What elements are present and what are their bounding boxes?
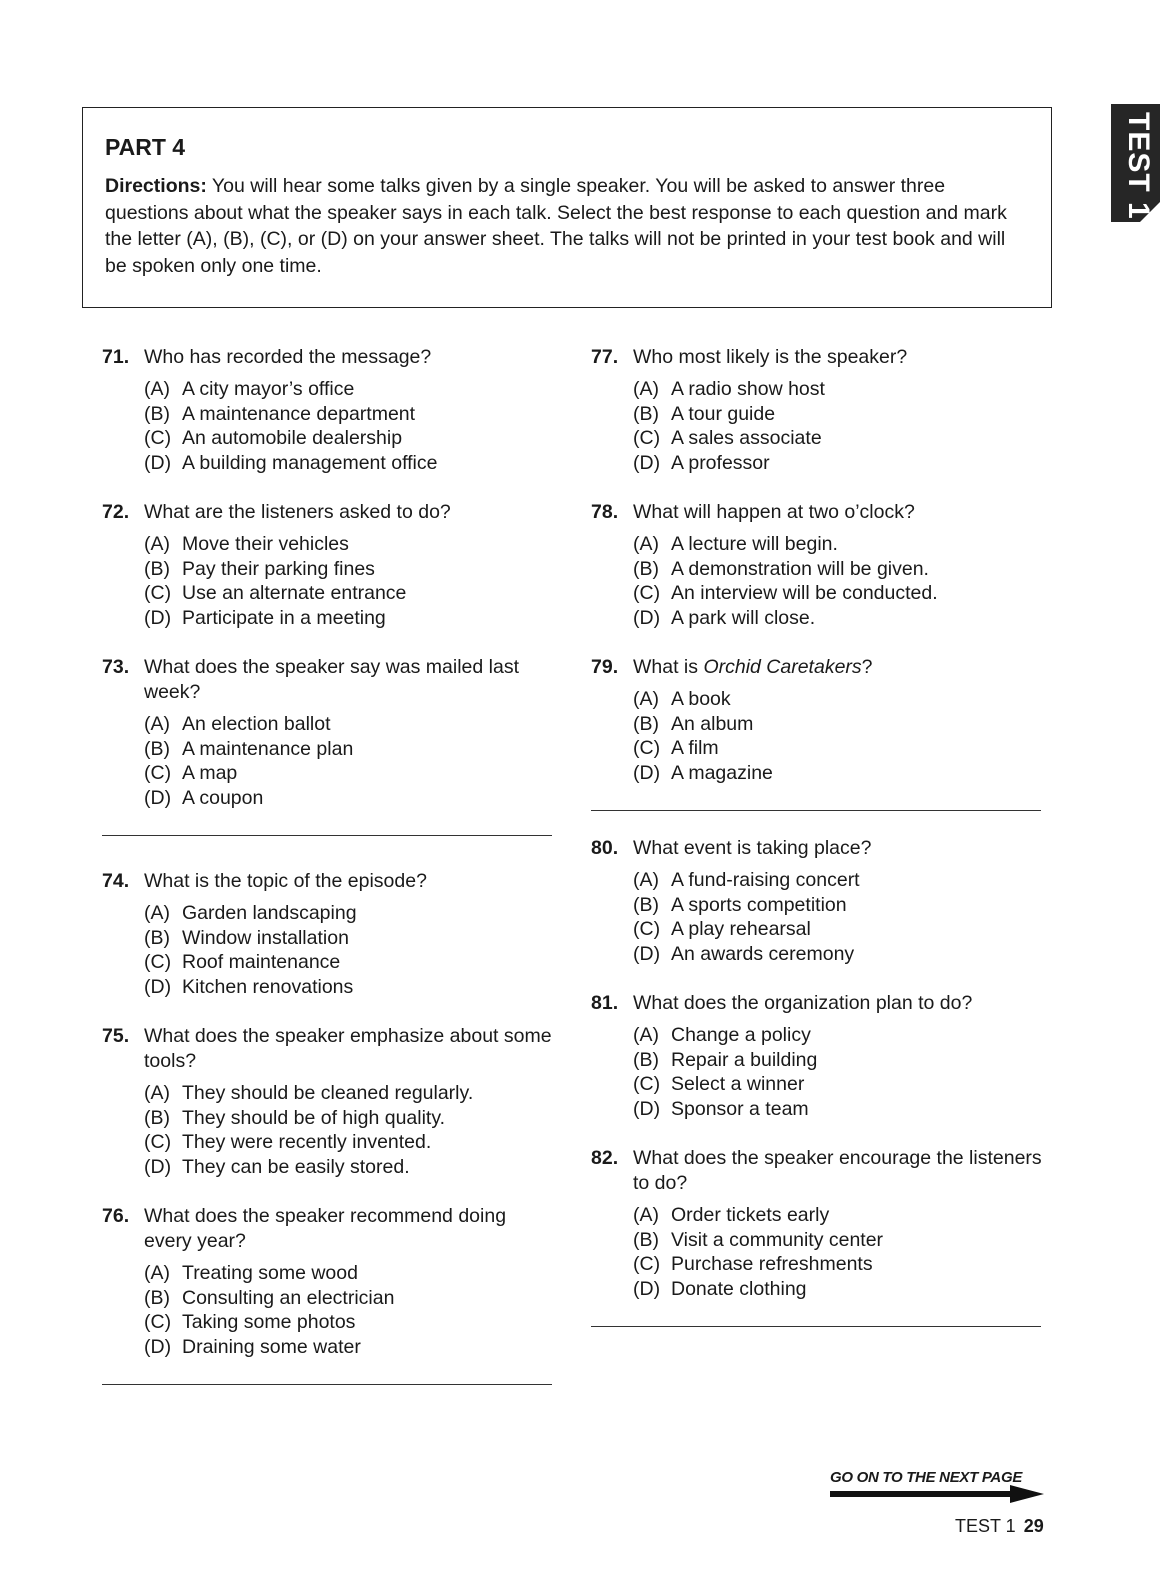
option-text: Pay their parking fines bbox=[182, 557, 375, 580]
part-title: PART 4 bbox=[105, 134, 186, 160]
option-list bbox=[633, 532, 1046, 630]
question-79 bbox=[591, 655, 1046, 785]
directions-label: Directions: bbox=[105, 175, 207, 197]
option-letter: (D) bbox=[144, 606, 172, 629]
option-letter: (D) bbox=[633, 1097, 661, 1120]
page-footer bbox=[955, 1516, 1044, 1537]
option-letter: (C) bbox=[144, 951, 172, 973]
option-text: They should be cleaned regularly. bbox=[182, 1082, 474, 1104]
option-c bbox=[633, 426, 1046, 451]
option-letter: (D) bbox=[144, 1155, 172, 1178]
option-letter: (D) bbox=[633, 606, 661, 629]
option-a bbox=[144, 1261, 557, 1286]
option-b bbox=[144, 1106, 557, 1131]
question-number: 81. bbox=[591, 992, 619, 1014]
option-text: A sales associate bbox=[671, 427, 822, 449]
option-text: Donate clothing bbox=[671, 1277, 807, 1300]
option-text: Draining some water bbox=[182, 1335, 361, 1358]
option-text: Participate in a meeting bbox=[182, 606, 386, 629]
question-text-suffix: ? bbox=[861, 656, 873, 678]
option-letter: (B) bbox=[633, 1228, 659, 1251]
option-c bbox=[633, 581, 1046, 606]
option-text: A play rehearsal bbox=[671, 918, 811, 940]
option-d bbox=[633, 451, 1046, 476]
option-letter: (B) bbox=[633, 557, 659, 580]
option-text: They should be of high quality. bbox=[182, 1106, 446, 1129]
option-text: A radio show host bbox=[671, 378, 825, 400]
option-text: They can be easily stored. bbox=[182, 1155, 410, 1178]
page-number: 29 bbox=[1023, 1516, 1044, 1536]
option-a bbox=[144, 377, 557, 402]
question-76 bbox=[102, 1204, 557, 1359]
option-text: Garden landscaping bbox=[182, 902, 357, 924]
option-letter: (B) bbox=[144, 557, 170, 580]
option-list bbox=[633, 377, 1046, 475]
option-letter: (C) bbox=[144, 1311, 172, 1333]
option-c bbox=[633, 736, 1046, 761]
option-d bbox=[633, 1097, 1046, 1122]
question-number: 74. bbox=[102, 870, 130, 892]
option-a bbox=[144, 712, 557, 737]
option-text: Use an alternate entrance bbox=[182, 582, 407, 604]
option-d bbox=[144, 451, 557, 476]
option-b bbox=[144, 557, 557, 582]
option-text: An interview will be conducted. bbox=[671, 582, 938, 604]
option-list bbox=[144, 377, 557, 475]
option-text: A city mayor’s office bbox=[182, 378, 355, 400]
question-77 bbox=[591, 345, 1046, 475]
option-letter: (A) bbox=[633, 688, 659, 710]
option-b bbox=[633, 1228, 1046, 1253]
question-82 bbox=[591, 1146, 1046, 1301]
question-text: What event is taking place? bbox=[633, 837, 872, 859]
option-letter: (D) bbox=[633, 1277, 661, 1300]
option-c bbox=[144, 950, 557, 975]
right-question-column bbox=[591, 345, 1046, 1352]
option-letter: (A) bbox=[144, 902, 170, 924]
option-a bbox=[633, 868, 1046, 893]
option-text: Taking some photos bbox=[182, 1311, 356, 1333]
option-list bbox=[144, 901, 557, 999]
option-text: A demonstration will be given. bbox=[671, 557, 929, 580]
question-text-prefix: What is bbox=[633, 656, 704, 678]
option-text: A park will close. bbox=[671, 606, 816, 629]
question-number: 80. bbox=[591, 837, 619, 859]
question-text: What will happen at two o’clock? bbox=[633, 501, 915, 523]
question-text: Who has recorded the message? bbox=[144, 346, 432, 368]
option-a bbox=[633, 377, 1046, 402]
option-c bbox=[144, 1310, 557, 1335]
section-divider bbox=[102, 1384, 552, 1385]
option-b bbox=[633, 402, 1046, 427]
option-a bbox=[633, 1023, 1046, 1048]
option-a bbox=[144, 901, 557, 926]
question-73 bbox=[102, 655, 557, 810]
option-text: A professor bbox=[671, 451, 770, 474]
option-letter: (B) bbox=[633, 893, 659, 916]
option-list bbox=[144, 1261, 557, 1359]
option-text: Sponsor a team bbox=[671, 1097, 809, 1120]
question-75 bbox=[102, 1024, 557, 1179]
option-b bbox=[144, 926, 557, 951]
option-c bbox=[144, 426, 557, 451]
directions-text: You will hear some talks given by a single speaker. You will be asked to answer three questions about what the speaker says in each talk. Select the best response to each question and mark the letter (A), (B), (C), or (D) on your answer sheet. The talks will not be printed in your test book and will be spoken only one time. bbox=[105, 175, 1007, 277]
option-d bbox=[144, 1155, 557, 1180]
section-divider bbox=[591, 1326, 1041, 1327]
option-d bbox=[633, 761, 1046, 786]
question-text: What is the topic of the episode? bbox=[144, 870, 427, 892]
directions-box bbox=[82, 107, 1052, 308]
option-letter: (A) bbox=[633, 1204, 659, 1226]
side-tab-label: TEST 1 bbox=[1122, 112, 1155, 220]
question-text: Who most likely is the speaker? bbox=[633, 346, 908, 368]
option-c bbox=[144, 1130, 557, 1155]
option-text: Consulting an electrician bbox=[182, 1286, 395, 1309]
question-text: What are the listeners asked to do? bbox=[144, 501, 451, 523]
option-c bbox=[633, 917, 1046, 942]
test-side-tab bbox=[1111, 104, 1160, 222]
option-a bbox=[633, 532, 1046, 557]
option-letter: (D) bbox=[633, 451, 661, 474]
option-list bbox=[633, 868, 1046, 966]
option-letter: (A) bbox=[633, 533, 659, 555]
question-number: 73. bbox=[102, 656, 130, 678]
option-letter: (A) bbox=[144, 378, 170, 400]
option-b bbox=[633, 557, 1046, 582]
option-letter: (C) bbox=[633, 582, 661, 604]
option-list bbox=[144, 712, 557, 810]
option-list bbox=[633, 1203, 1046, 1301]
option-b bbox=[144, 737, 557, 762]
right-arrow-icon bbox=[830, 1491, 1013, 1497]
option-letter: (C) bbox=[633, 737, 661, 759]
option-text: Kitchen renovations bbox=[182, 975, 354, 998]
option-text: Roof maintenance bbox=[182, 951, 341, 973]
question-number: 79. bbox=[591, 656, 619, 678]
question-number: 78. bbox=[591, 501, 619, 523]
question-text bbox=[633, 655, 1046, 680]
option-d bbox=[144, 975, 557, 1000]
option-text: A book bbox=[671, 688, 731, 710]
option-a bbox=[144, 532, 557, 557]
option-text: An album bbox=[671, 712, 754, 735]
publication-title: Orchid Caretakers bbox=[703, 656, 862, 678]
option-text: Purchase refreshments bbox=[671, 1253, 873, 1275]
option-b bbox=[144, 402, 557, 427]
option-text: An awards ceremony bbox=[671, 942, 855, 965]
question-74 bbox=[102, 869, 557, 999]
option-text: A tour guide bbox=[671, 402, 776, 425]
option-text: A map bbox=[182, 762, 238, 784]
option-letter: (D) bbox=[144, 1335, 172, 1358]
option-letter: (C) bbox=[144, 582, 172, 604]
question-80 bbox=[591, 836, 1046, 966]
option-list bbox=[144, 1081, 557, 1179]
left-question-column bbox=[102, 345, 557, 1410]
option-text: Change a policy bbox=[671, 1024, 811, 1046]
option-c bbox=[633, 1072, 1046, 1097]
option-letter: (A) bbox=[633, 378, 659, 400]
option-text: Order tickets early bbox=[671, 1204, 830, 1226]
question-number: 76. bbox=[102, 1205, 130, 1227]
option-letter: (B) bbox=[144, 1286, 170, 1309]
option-a bbox=[633, 687, 1046, 712]
option-text: A building management office bbox=[182, 451, 438, 474]
option-list bbox=[144, 532, 557, 630]
option-list bbox=[633, 687, 1046, 785]
option-letter: (D) bbox=[633, 942, 661, 965]
option-letter: (C) bbox=[633, 1073, 661, 1095]
next-page-indicator bbox=[830, 1469, 1045, 1505]
option-text: An automobile dealership bbox=[182, 427, 403, 449]
option-text: Repair a building bbox=[671, 1048, 818, 1071]
option-text: A film bbox=[671, 737, 719, 759]
option-letter: (C) bbox=[633, 1253, 661, 1275]
option-c bbox=[144, 581, 557, 606]
option-letter: (A) bbox=[144, 713, 170, 735]
question-text: What does the speaker say was mailed last week? bbox=[144, 656, 520, 703]
option-letter: (B) bbox=[633, 1048, 659, 1071]
option-c bbox=[633, 1252, 1046, 1277]
next-page-label: GO ON TO THE NEXT PAGE bbox=[830, 1469, 1023, 1486]
option-letter: (C) bbox=[633, 918, 661, 940]
option-letter: (A) bbox=[633, 1024, 659, 1046]
option-letter: (D) bbox=[633, 761, 661, 784]
option-text: A coupon bbox=[182, 786, 264, 809]
option-letter: (A) bbox=[144, 533, 170, 555]
option-letter: (B) bbox=[633, 712, 659, 735]
question-number: 71. bbox=[102, 346, 130, 368]
question-78 bbox=[591, 500, 1046, 630]
option-d bbox=[633, 606, 1046, 631]
question-text: What does the speaker encourage the listeners to do? bbox=[633, 1147, 1042, 1194]
question-72 bbox=[102, 500, 557, 630]
option-letter: (C) bbox=[144, 427, 172, 449]
option-letter: (B) bbox=[144, 402, 170, 425]
option-d bbox=[144, 606, 557, 631]
option-text: A fund-raising concert bbox=[671, 869, 860, 891]
question-number: 75. bbox=[102, 1025, 130, 1047]
option-d bbox=[633, 1277, 1046, 1302]
option-text: Treating some wood bbox=[182, 1262, 358, 1284]
question-81 bbox=[591, 991, 1046, 1121]
option-d bbox=[633, 942, 1046, 967]
option-letter: (D) bbox=[144, 975, 172, 998]
arrow-head-icon bbox=[1010, 1485, 1044, 1503]
option-text: An election ballot bbox=[182, 713, 331, 735]
option-letter: (A) bbox=[144, 1262, 170, 1284]
option-a bbox=[633, 1203, 1046, 1228]
section-divider bbox=[591, 810, 1041, 811]
option-letter: (C) bbox=[144, 762, 172, 784]
footer-test-label: TEST 1 bbox=[955, 1516, 1016, 1536]
option-letter: (B) bbox=[144, 926, 170, 949]
option-letter: (D) bbox=[144, 786, 172, 809]
option-b bbox=[144, 1286, 557, 1311]
option-text: They were recently invented. bbox=[182, 1131, 432, 1153]
option-letter: (B) bbox=[144, 1106, 170, 1129]
option-list bbox=[633, 1023, 1046, 1121]
option-letter: (D) bbox=[144, 451, 172, 474]
option-text: A magazine bbox=[671, 761, 773, 784]
option-letter: (C) bbox=[144, 1131, 172, 1153]
option-letter: (B) bbox=[144, 737, 170, 760]
option-letter: (A) bbox=[144, 1082, 170, 1104]
option-text: Move their vehicles bbox=[182, 533, 349, 555]
option-letter: (C) bbox=[633, 427, 661, 449]
question-text: What does the speaker recommend doing every year? bbox=[144, 1205, 507, 1252]
option-text: Select a winner bbox=[671, 1073, 805, 1095]
question-text: What does the organization plan to do? bbox=[633, 992, 973, 1014]
question-number: 72. bbox=[102, 501, 130, 523]
divider-spacer bbox=[102, 861, 557, 869]
question-number: 77. bbox=[591, 346, 619, 368]
option-letter: (A) bbox=[633, 869, 659, 891]
option-text: A sports competition bbox=[671, 893, 847, 916]
option-text: A maintenance department bbox=[182, 402, 416, 425]
question-71 bbox=[102, 345, 557, 475]
option-text: Visit a community center bbox=[671, 1228, 884, 1251]
question-text: What does the speaker emphasize about some tools? bbox=[144, 1025, 552, 1072]
option-d bbox=[144, 786, 557, 811]
option-text: A lecture will begin. bbox=[671, 533, 838, 555]
option-b bbox=[633, 893, 1046, 918]
option-text: A maintenance plan bbox=[182, 737, 354, 760]
section-divider bbox=[102, 835, 552, 836]
option-b bbox=[633, 712, 1046, 737]
directions-paragraph bbox=[105, 173, 1029, 279]
option-letter: (B) bbox=[633, 402, 659, 425]
side-tab-corner bbox=[1140, 202, 1160, 222]
question-number: 82. bbox=[591, 1147, 619, 1169]
option-a bbox=[144, 1081, 557, 1106]
option-c bbox=[144, 761, 557, 786]
option-text: Window installation bbox=[182, 926, 349, 949]
option-b bbox=[633, 1048, 1046, 1073]
option-d bbox=[144, 1335, 557, 1360]
